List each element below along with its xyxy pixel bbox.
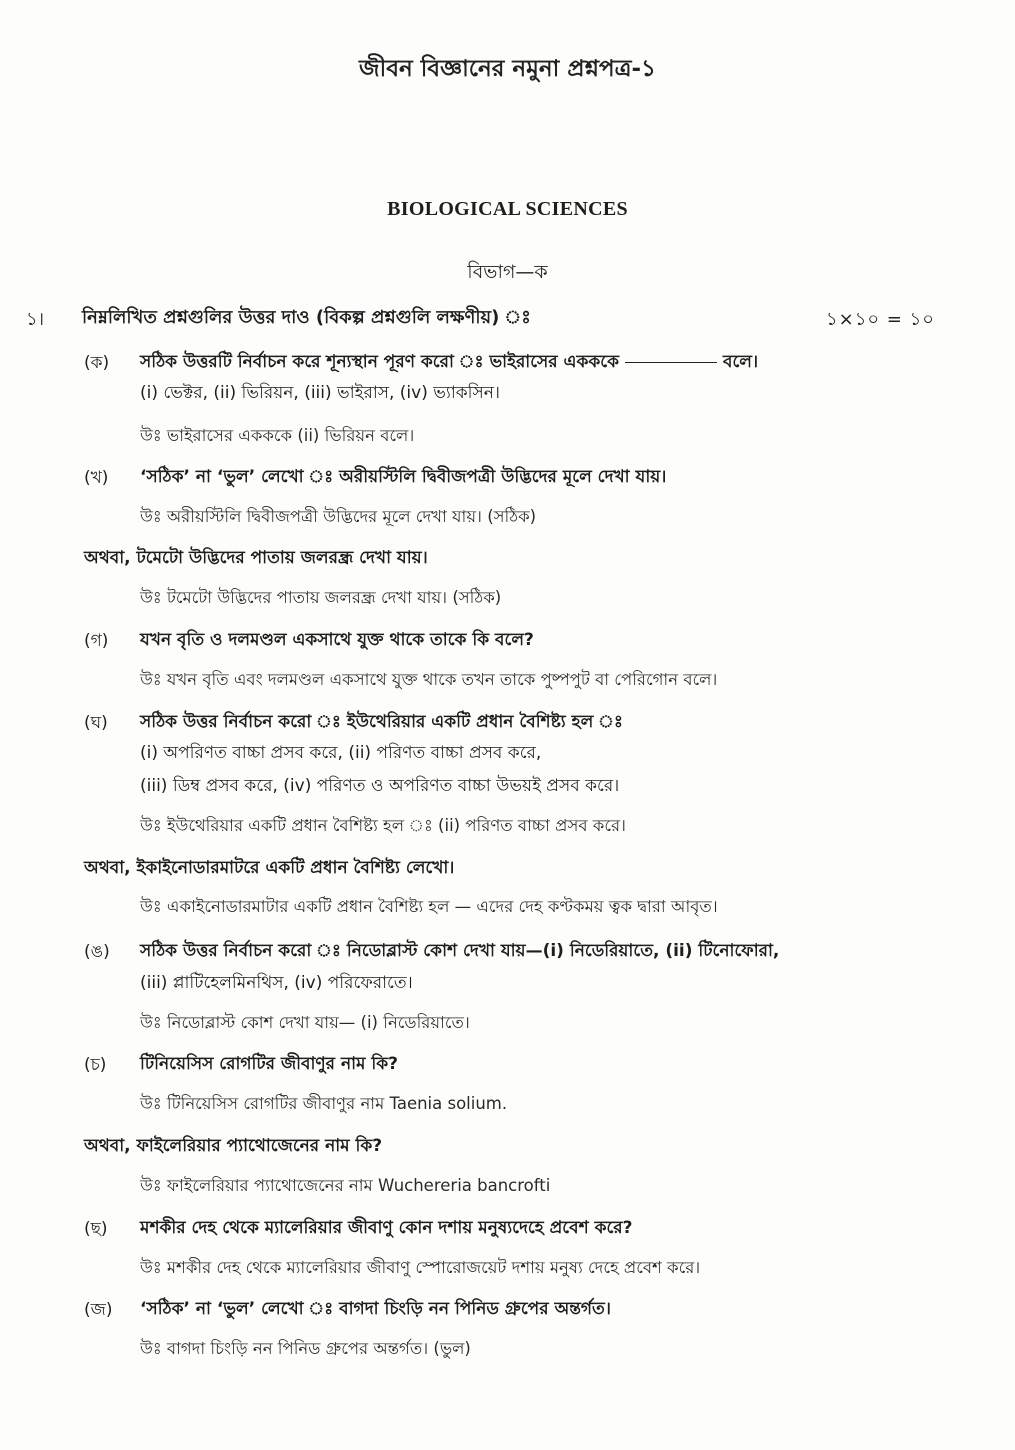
item-question-ka-part2: বলে। — [723, 352, 759, 372]
item-question-kha: ‘সঠিক’ না ‘ভুল’ লেখো ঃ অরীয়স্টিলি দ্বিবীজপত্রী উদ্ভিদের মূলে দেখা যায়। — [140, 467, 667, 487]
item-options-gha-line1: (i) অপরিণত বাচ্চা প্রসব করে, (ii) পরিণত বাচ্চা প্রসব করে, — [140, 743, 542, 763]
item-answer-cha: উঃ টিনিয়েসিস রোগটির জীবাণুর নাম Taenia solium. — [140, 1094, 508, 1113]
item-question-cha: টিনিয়েসিস রোগটির জীবাণুর নাম কি? — [140, 1054, 399, 1074]
item-question-gha-alt: অথবা, ইকাইনোডারমাটরে একটি প্রধান বৈশিষ্ট্য লেখো। — [84, 858, 455, 878]
item-question-cha-alt: অথবা, ফাইলেরিয়ার প্যাথোজেনের নাম কি? — [84, 1136, 383, 1156]
item-label-ka: (ক) — [84, 353, 110, 373]
item-options-gha-line2: (iii) ডিম্ব প্রসব করে, (iv) পরিণত ও অপরিণত বাচ্চা উভয়ই প্রসব করে। — [140, 776, 620, 796]
item-answer-ka: উঃ ভাইরাসের একককে (ii) ভিরিয়ন বলে। — [140, 426, 415, 445]
item-answer-ga: উঃ যখন বৃতি এবং দলমণ্ডল একসাথে যুক্ত থাকে তখন তাকে পুষ্পপুট বা পেরিগোন বলে। — [140, 670, 718, 689]
item-question-gha: সঠিক উত্তর নির্বাচন করো ঃ ইউথেরিয়ার একটি প্রধান বৈশিষ্ট্য হল ঃ — [140, 712, 623, 732]
item-options-umo: (iii) প্লাটিহেলমিনথিস, (iv) পরিফেরাতে। — [140, 973, 413, 993]
item-answer-gha: উঃ ইউথেরিয়ার একটি প্রধান বৈশিষ্ট্য হল ঃ (ii) পরিণত বাচ্চা প্রসব করে। — [140, 816, 626, 835]
item-question-kha-alt: অথবা, টমেটো উদ্ভিদের পাতায় জলরন্ধ্র দেখা যায়। — [84, 548, 428, 568]
question-instruction: নিম্নলিখিত প্রশ্নগুলির উত্তর দাও (বিকল্প প্রশ্নগুলি লক্ষণীয়) ঃ — [82, 307, 531, 328]
item-options-ka: (i) ভেক্টর, (ii) ভিরিয়ন, (iii) ভাইরাস, (iv) ভ্যাকসিন। — [140, 383, 500, 403]
marks-allocation: ১×১০ = ১০ — [825, 309, 935, 330]
item-answer-chha: উঃ মশকীর দেহ থেকে ম্যালেরিয়ার জীবাণু স্পোরোজয়েট দশায় মনুষ্য দেহে প্রবেশ করে। — [140, 1258, 701, 1277]
section-heading: বিভাগ—ক — [467, 261, 548, 283]
page-title: জীবন বিজ্ঞানের নমুনা প্রশ্নপত্র-১ — [359, 56, 656, 82]
item-label-ja: (জ) — [84, 1300, 113, 1320]
item-question-ka-part1: সঠিক উত্তরটি নির্বাচন করে শূন্যস্থান পূরণ করো ঃ ভাইরাসের একককে — [140, 352, 620, 372]
item-label-ga: (গ) — [84, 631, 109, 651]
item-label-chha: (ছ) — [84, 1219, 108, 1239]
item-answer-gha-alt: উঃ একাইনোডারমাটার একটি প্রধান বৈশিষ্ট্য হল — এদের দেহ কণ্টকময় ত্বক দ্বারা আবৃত। — [140, 897, 718, 916]
item-question-umo: সঠিক উত্তর নির্বাচন করো ঃ নিডোব্লাস্ট কোশ দেখা যায়—(i) নিডেরিয়াতে, (ii) টিনোফোরা, — [140, 941, 780, 961]
item-answer-umo: উঃ নিডোব্লাস্ট কোশ দেখা যায়— (i) নিডেরিয়াতে। — [140, 1013, 470, 1032]
item-label-gha: (ঘ) — [84, 713, 108, 733]
item-answer-ja: উঃ বাগদা চিংড়ি নন পিনিড গ্রুপের অন্তর্গত। (ভুল) — [140, 1339, 471, 1358]
item-answer-kha: উঃ অরীয়স্টিলি দ্বিবীজপত্রী উদ্ভিদের মূলে দেখা যায়। (সঠিক) — [140, 507, 537, 526]
item-answer-cha-alt: উঃ ফাইলেরিয়ার প্যাথোজেনের নাম Wuchereria bancrofti — [140, 1176, 551, 1195]
item-question-ja: ‘সঠিক’ না ‘ভুল’ লেখো ঃ বাগদা চিংড়ি নন পিনিড গ্রুপের অন্তর্গত। — [140, 1299, 611, 1319]
item-label-umo: (ঙ) — [84, 942, 110, 962]
item-label-cha: (চ) — [84, 1055, 107, 1075]
item-question-ga: যখন বৃতি ও দলমণ্ডল একসাথে যুক্ত থাকে তাকে কি বলে? — [140, 630, 534, 650]
item-question-ka — [140, 349, 758, 377]
item-question-chha: মশকীর দেহ থেকে ম্যালেরিয়ার জীবাণু কোন দশায় মনুষ্যদেহে প্রবেশ করে? — [140, 1218, 633, 1238]
question-number: ১। — [26, 309, 45, 330]
item-answer-kha-alt: উঃ টমেটো উদ্ভিদের পাতায় জলরন্ধ্র দেখা যায়। (সঠিক) — [140, 588, 502, 607]
subject-heading: BIOLOGICAL SCIENCES — [387, 198, 628, 220]
item-label-kha: (খ) — [84, 468, 109, 488]
fill-in-blank — [625, 362, 717, 363]
